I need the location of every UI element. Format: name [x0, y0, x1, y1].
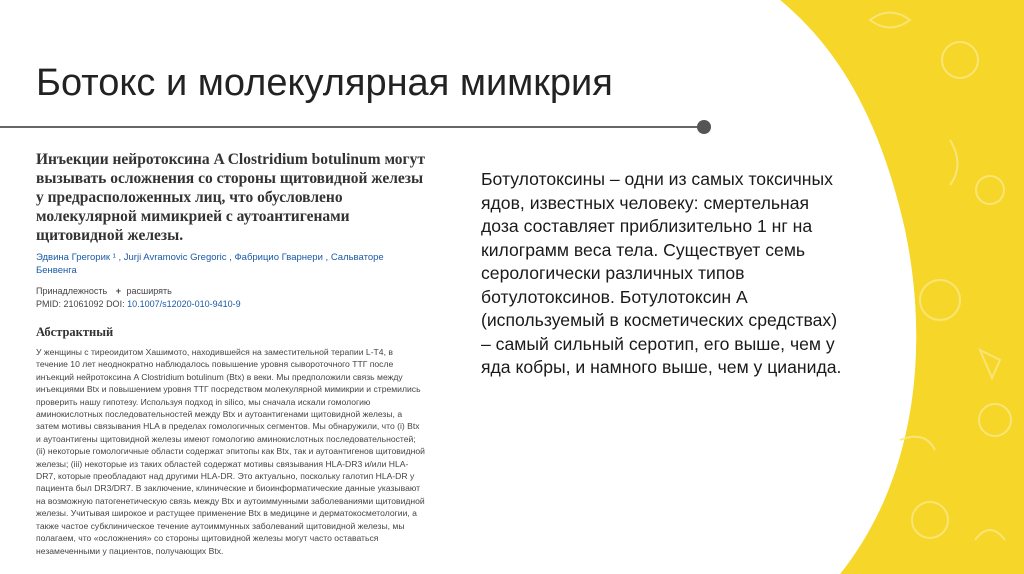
- article-title: Инъекции нейротоксина A Clostridium botulinum могут вызывать осложнения со стороны щитовидной железы у предрасположенных лиц, что обусловлено молекулярной мимикрией с аутоантигенами щитовидной железы.: [36, 151, 425, 244]
- divider-end-dot: [697, 120, 711, 134]
- doi-link[interactable]: 10.1007/s12020-010-9410-9: [127, 299, 241, 309]
- slide-title: Ботокс и молекулярная мимкрия: [36, 62, 613, 104]
- botulinum-description: Ботулотоксины – одни из самых токсичных ядов, известных человеку: смертельная доза составляет приблизительно 1 нг на килограмм веса тела. Существует семь серологически различных типов ботулотоксинов. Ботулотоксин А (используемый в косметических средствах) – самый сильный серотип, его выше, чем у яда кобры, и намного выше, чем у цианида.: [481, 169, 842, 377]
- article-screenshot: [36, 150, 426, 557]
- identifiers-row: [36, 298, 426, 311]
- affiliation-row: [36, 285, 426, 298]
- affiliation-label: Принадлежность: [36, 286, 108, 296]
- title-divider: [0, 126, 702, 128]
- doi-label: DOI:: [106, 299, 125, 309]
- abstract-heading: Абстрактный: [36, 325, 114, 339]
- abstract-text: У женщины с тиреоидитом Хашимото, находившейся на заместительной терапии L-T4, в течение 10 лет неоднократно наблюдалось повышение уровня сывороточного ТТГ после инъекций нейротоксина A Clostridium botulinum (Btx) в веки. Мы предположили связь между инъекциями Btx и повышением уровня ТТГ посредством молекулярной мимикрии и стремились проверить нашу гипотезу. Используя подход in silico, мы сначала искали гомологию аминокислотных последовательностей между Btx и аутоантигенами щитовидной железы, а затем мотивы связывания HLA в пределах гомологичных сегментов. Мы обнаружили, что (i) Btx и аутоантигены щитовидной железы имеют гомологию аминокислотных последовательностей; (ii) некоторые гомологичные области содержат эпитопы как Btx, так и аутоантигенов щитовидной железы; (iii) некоторые из таких областей содержат мотивы связывания HLA-DR3 и/или HLA-DR7, которые преобладают над другими HLA-DR. Это актуально, поскольку галотип HLA-DR у пациента был DR3/DR7. В заключение, клинические и биоинформатические данные указывают на возможную патогенетическую связь между Btx и аутоиммунными заболеваниями щитовидной железы. Учитывая широкое и растущее применение Btx в медицине и дерматокосметологии, а также частое субклиническое течение аутоиммунных заболеваний щитовидной железы, мы полагаем, что «осложнения» со стороны щитовидной железы могут часто оставаться незамеченными у пациентов, получающих Btx.: [36, 347, 425, 556]
- article-authors[interactable]: Эдвина Грегорик ¹ , Jurji Avramovic Gregoric , Фабрицио Гварнери , Сальваторе Бенвенга: [36, 252, 384, 276]
- plus-icon[interactable]: +: [115, 286, 121, 296]
- expand-link[interactable]: расширять: [126, 286, 172, 296]
- pmid-value: PMID: 21061092: [36, 299, 104, 309]
